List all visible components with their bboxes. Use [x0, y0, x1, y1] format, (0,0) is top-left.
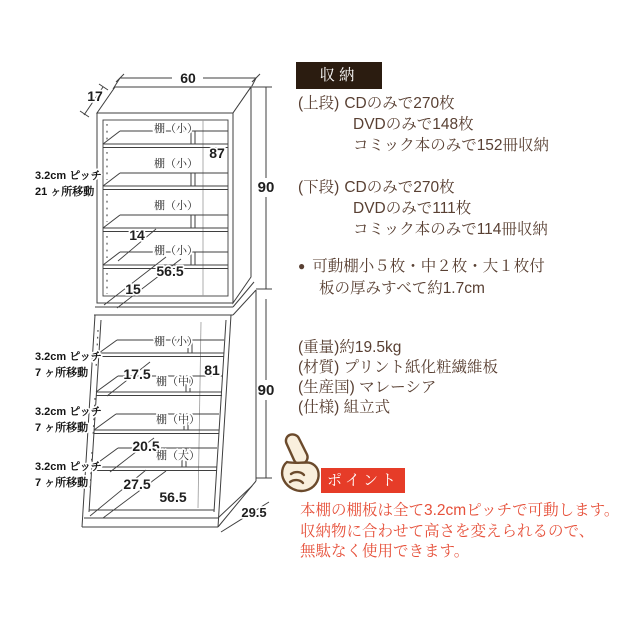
shelf-label-medium-2: 棚（中）	[156, 414, 200, 426]
cabinet-technical-drawing	[0, 0, 300, 640]
spec-weight: (重量)約19.5kg	[298, 339, 402, 356]
pitch-lower3-line2: 7 ヶ所移動	[35, 477, 89, 489]
pitch-lower2-line2: 7 ヶ所移動	[35, 422, 89, 434]
shelf-label-small-5: 棚（小）	[154, 336, 198, 348]
dim-bottom-depth-label: 29.5	[241, 505, 267, 520]
spec-material: (材質) プリント紙化粧繊維板	[298, 359, 499, 376]
dim-depth-top-label: 17	[87, 88, 103, 104]
storage-lower-block	[298, 177, 548, 240]
dim-upper-bottom-gap-label: 15	[125, 281, 141, 297]
pitch-lower1-line1: 3.2cm ピッチ	[35, 351, 102, 363]
storage-lower-dvd: DVDのみで111枚	[353, 200, 472, 217]
cabinet-outline	[80, 74, 272, 532]
dim-lower-inner-width-label: 56.5	[159, 489, 187, 505]
dim-width-label: 60	[180, 70, 196, 86]
movable-shelf-note	[298, 256, 545, 299]
point-line3: 無駄なく使用できます。	[300, 543, 470, 560]
pitch-lower1-line2: 7 ヶ所移動	[35, 367, 89, 379]
shelf-label-small-2: 棚（小）	[154, 158, 198, 170]
storage-upper-cd: CDのみで270枚	[344, 95, 455, 112]
storage-upper-block	[298, 93, 549, 156]
dim-lower-shelf1-depth-label: 17.5	[123, 366, 151, 382]
bullet-icon: ●	[298, 259, 306, 273]
dim-upper-inner-height-label: 87	[209, 145, 225, 161]
storage-upper-dvd: DVDのみで148枚	[353, 116, 474, 133]
spec-country: (生産国) マレーシア	[298, 379, 437, 396]
note-thickness: 板の厚みすべて約1.7cm	[319, 280, 485, 297]
note-line1	[298, 256, 545, 278]
dim-shelf-small-depth-label: 14	[129, 227, 145, 243]
specs-block	[298, 338, 498, 418]
dim-lower-height-label: 90	[257, 382, 275, 399]
storage-upper-comic: コミック本のみで152冊収納	[353, 137, 550, 154]
storage-lower-prefix: (下段)	[298, 179, 340, 196]
shelf-label-large-1: 棚（大）	[156, 450, 200, 462]
storage-lower-comic: コミック本のみで114冊収納	[353, 221, 548, 238]
point-line1: 本棚の棚板は全て3.2cmピッチで可動します。	[300, 502, 620, 519]
spec-assembly: (仕様) 組立式	[298, 399, 391, 416]
pitch-upper-line2: 21 ヶ所移動	[35, 186, 95, 198]
shelf-label-medium-1: 棚（中）	[156, 376, 200, 388]
shelf-label-small-4: 棚（小）	[154, 245, 198, 257]
dim-upper-inner-width-label: 56.5	[156, 263, 184, 279]
shelf-label-small-3: 棚（小）	[154, 200, 198, 212]
storage-upper-prefix: (上段)	[298, 95, 340, 112]
note-shelf-count: 可動棚小５枚・中２枚・大１枚付	[312, 258, 545, 275]
storage-upper-line1	[298, 93, 549, 114]
pitch-lower3-line1: 3.2cm ピッチ	[35, 461, 102, 473]
point-text-block	[300, 501, 619, 563]
dim-lower-shelf3-depth-label: 27.5	[123, 476, 151, 492]
storage-lower-cd: CDのみで270枚	[344, 179, 455, 196]
point-header-badge: ポイント	[321, 468, 405, 493]
dim-upper-height-label: 90	[257, 179, 275, 196]
pitch-upper-line1: 3.2cm ピッチ	[35, 170, 102, 182]
shelf-label-small-1: 棚（小）	[154, 123, 198, 135]
storage-lower-line1	[298, 177, 548, 198]
pitch-lower2-line1: 3.2cm ピッチ	[35, 406, 102, 418]
point-line2: 収納物に合わせて高さを変えられるので、	[300, 522, 595, 540]
storage-header-badge: 収納	[296, 62, 382, 89]
dim-lower-inner-height-label: 81	[204, 362, 220, 378]
dim-lower-shelf2-depth-label: 20.5	[132, 438, 160, 454]
